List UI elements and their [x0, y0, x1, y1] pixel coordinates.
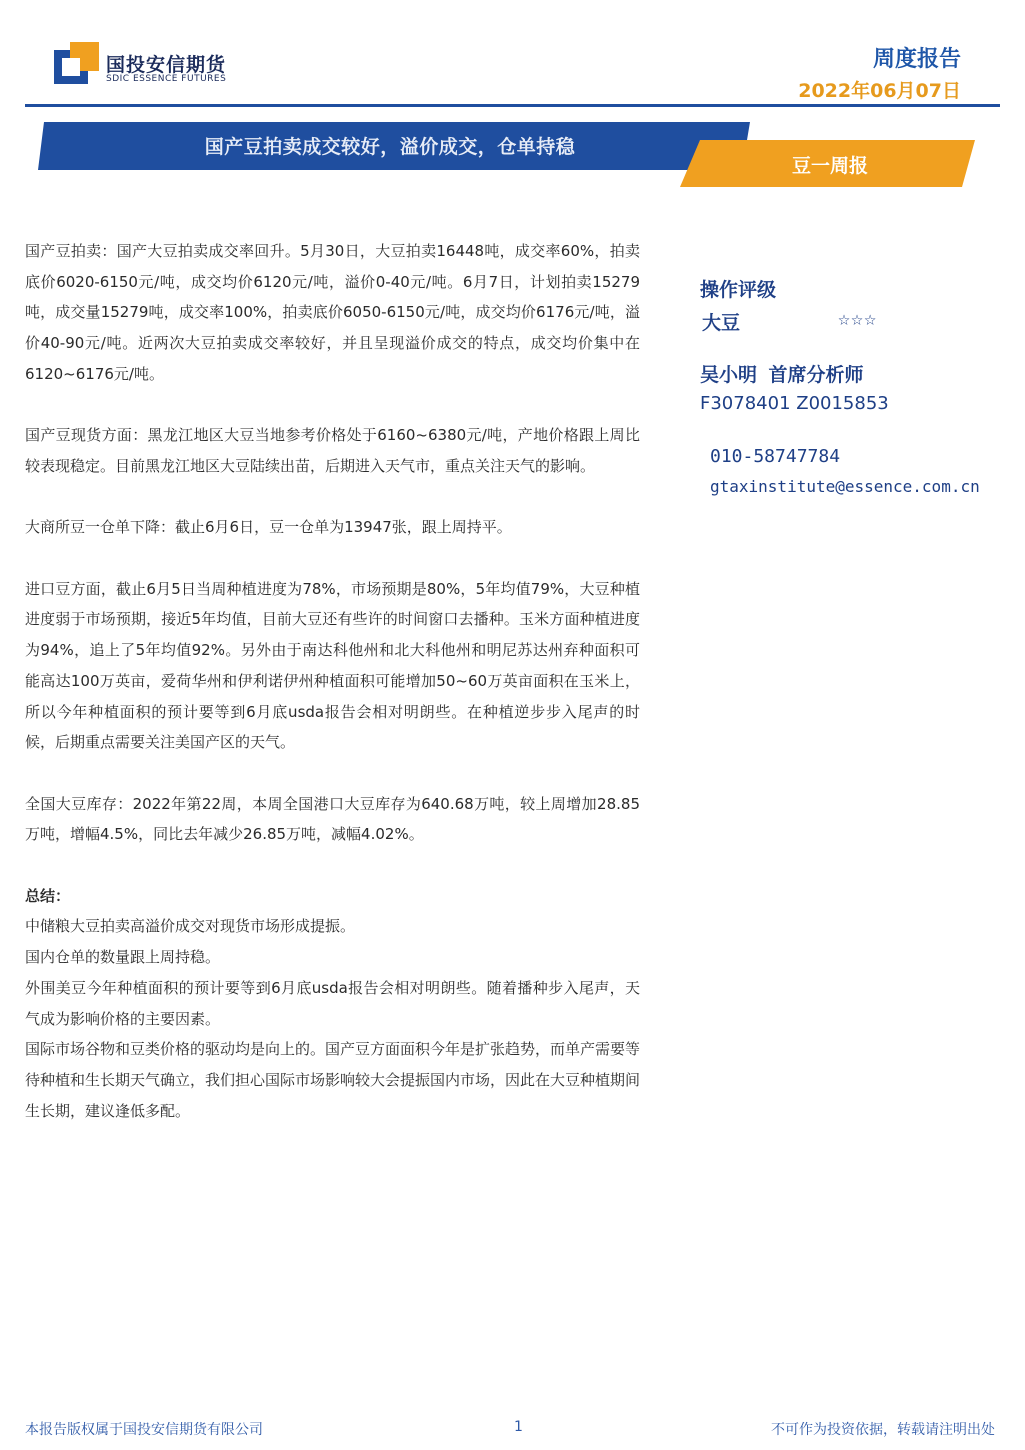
summary-item: 中储粮大豆拍卖高溢价成交对现货市场形成提振。 [25, 917, 356, 936]
header-divider [25, 104, 1000, 107]
paragraph-warehouse: 大商所豆一仓单下降：截止6月6日，豆一仓单为13947张，跟上周持平。 [25, 518, 512, 537]
rating-heading: 操作评级 [700, 279, 777, 301]
summary-heading: 总结： [25, 886, 71, 905]
rating-commodity: 大豆 [702, 312, 741, 334]
analyst-license: F3078401 Z0015853 [700, 393, 889, 414]
contact-email[interactable]: gtaxinstitute@essence.com.cn [710, 477, 980, 496]
summary-item: 国际市场谷物和豆类价格的驱动均是向上的。国产豆方面面积今年是扩张趋势，而单产需要等待种植和生长期天气确立，我们担心国际市场影响较大会提振国内市场，因此在大豆种植期间生长期，建议逢低多配。 [25, 1040, 641, 1120]
summary-item: 国内仓单的数量跟上周持稳。 [25, 948, 221, 967]
paragraph-auction: 国产豆拍卖：国产大豆拍卖成交率回升。5月30日，大豆拍卖16448吨，成交率60%，拍卖底价6020-6150元/吨，成交均价6120元/吨，溢价0-40元/吨。6月7日，计划拍卖15279吨，成交量15279吨，成交率100%，拍卖底价6050-6150元/吨，成交均价6176元/吨，溢价40-90元/吨。近两次大豆拍卖成交率较好，并且呈现溢价成交的特点，成交均价集中在6120~6176元/吨。 [25, 242, 640, 383]
analyst-name: 吴小明 首席分析师 [700, 364, 864, 386]
rating-row [700, 302, 980, 338]
footer-copyright: 本报告版权属于国投安信期货有限公司 [25, 1422, 263, 1438]
rating-stars-icon: ☆☆☆ [838, 306, 878, 330]
paragraph-spot: 国产豆现货方面：黑龙江地区大豆当地参考价格处于6160~6380元/吨，产地价格跟上周比较表现稳定。目前黑龙江地区大豆陆续出苗，后期进入天气市，重点关注天气的影响。 [25, 426, 640, 475]
summary-item: 外围美豆今年种植面积的预计要等到6月底usda报告会相对明朗些。随着播种步入尾声，天气成为影响价格的主要因素。 [25, 978, 640, 1028]
report-type: 周度报告 [872, 47, 961, 72]
contact-phone: 010-58747784 [710, 446, 841, 467]
report-headline: 国产豆拍卖成交较好，溢价成交，仓单持稳 [204, 136, 576, 158]
company-name-en: SDIC ESSENCE FUTURES [106, 74, 227, 84]
category-tag-label: 豆一周报 [791, 155, 868, 177]
paragraph-inventory: 全国大豆库存：2022年第22周，本周全国港口大豆库存为640.68万吨，较上周增加28.85万吨，增幅4.5%，同比去年减少26.85万吨，减幅4.02%。 [25, 794, 640, 844]
report-body [25, 236, 640, 1126]
sidebar [700, 275, 980, 496]
footer-disclaimer: 不可作为投资依据，转载请注明出处 [771, 1422, 995, 1438]
company-name-cn: 国投安信期货 [106, 54, 227, 76]
paragraph-import: 进口豆方面，截止6月5日当周种植进度为78%，市场预期是80%，5年均值79%，大豆种植进度弱于市场预期，接近5年均值，目前大豆还有些许的时间窗口去播种。玉米方面种植进度为94%，追上了5年均值92%。另外由于南达科他州和北大科他州和明尼苏达州弃种面积可能高达100万英亩，爱荷华州和伊利诺伊州种植面积可能增加50~60万英亩面积在玉米上，所以今年种植面积的预计要等到6月底usda报告会相对明朗些。在种植逆步步入尾声的时候，后期重点需要关注美国产区的天气。 [25, 579, 640, 752]
company-logo-icon [54, 42, 99, 84]
report-date: 2022年06月07日 [798, 80, 961, 102]
page-number: 1 [514, 1419, 523, 1435]
